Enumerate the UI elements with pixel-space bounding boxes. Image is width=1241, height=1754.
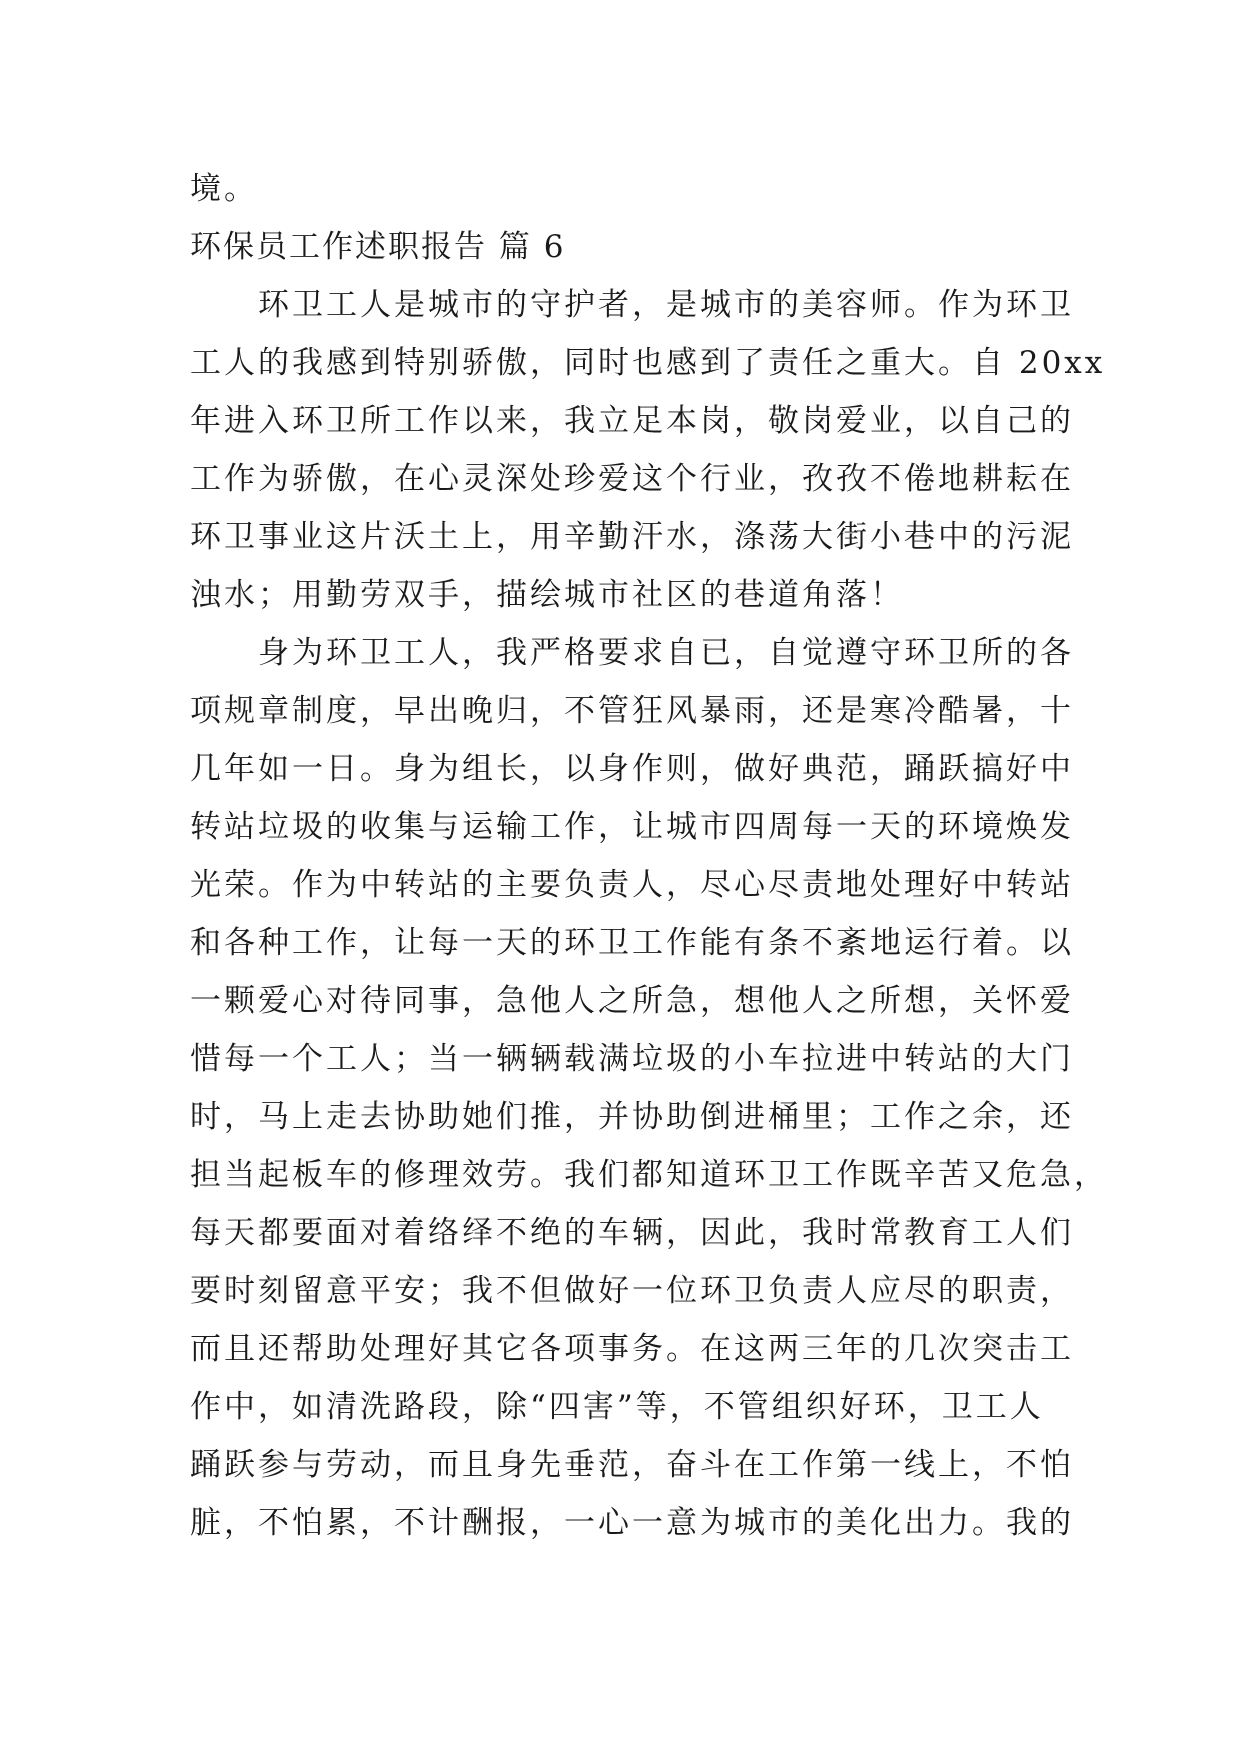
text-line: 光荣。作为中转站的主要负责人，尽心尽责地处理好中转站 bbox=[190, 867, 1074, 903]
text-line: 作中，如清洗路段，除“四害”等，不管组织好环，卫工人 bbox=[190, 1389, 1044, 1425]
text-line: 要时刻留意平安；我不但做好一位环卫负责人应尽的职责， bbox=[190, 1273, 1074, 1309]
section-heading: 环保员工作述职报告 篇 6 bbox=[190, 229, 566, 265]
text-line: 担当起板车的修理效劳。我们都知道环卫工作既辛苦又危急， bbox=[190, 1157, 1108, 1193]
text-line: 转站垃圾的收集与运输工作，让城市四周每一天的环境焕发 bbox=[190, 809, 1074, 845]
document-body bbox=[190, 160, 1108, 1552]
text-line: 工人的我感到特别骄傲，同时也感到了责任之重大。自 20xx bbox=[190, 345, 1106, 381]
text-line: 境。 bbox=[190, 171, 258, 207]
text-line: 项规章制度，早出晚归，不管狂风暴雨，还是寒冷酷暑，十 bbox=[190, 693, 1074, 729]
text-line: 时，马上走去协助她们推，并协助倒进桶里；工作之余，还 bbox=[190, 1099, 1074, 1135]
text-line: 每天都要面对着络绎不绝的车辆，因此，我时常教育工人们 bbox=[190, 1215, 1074, 1251]
text-line: 年进入环卫所工作以来，我立足本岗，敬岗爱业，以自己的 bbox=[190, 403, 1074, 439]
text-line: 踊跃参与劳动，而且身先垂范，奋斗在工作第一线上，不怕 bbox=[190, 1447, 1074, 1483]
text-line: 一颗爱心对待同事，急他人之所急，想他人之所想，关怀爱 bbox=[190, 983, 1074, 1019]
text-line: 环卫事业这片沃土上，用辛勤汗水，涤荡大街小巷中的污泥 bbox=[190, 519, 1074, 555]
text-line: 几年如一日。身为组长，以身作则，做好典范，踊跃搞好中 bbox=[190, 751, 1074, 787]
text-line: 身为环卫工人，我严格要求自已，自觉遵守环卫所的各 bbox=[258, 635, 1074, 671]
text-line: 惜每一个工人；当一辆辆载满垃圾的小车拉进中转站的大门 bbox=[190, 1041, 1074, 1077]
text-line: 脏，不怕累，不计酬报，一心一意为城市的美化出力。我的 bbox=[190, 1505, 1074, 1541]
text-line: 浊水；用勤劳双手，描绘城市社区的巷道角落！ bbox=[190, 577, 904, 613]
text-line: 环卫工人是城市的守护者，是城市的美容师。作为环卫 bbox=[258, 287, 1074, 323]
text-line: 和各种工作，让每一天的环卫工作能有条不紊地运行着。以 bbox=[190, 925, 1074, 961]
text-line: 而且还帮助处理好其它各项事务。在这两三年的几次突击工 bbox=[190, 1331, 1074, 1367]
text-line: 工作为骄傲，在心灵深处珍爱这个行业，孜孜不倦地耕耘在 bbox=[190, 461, 1074, 497]
